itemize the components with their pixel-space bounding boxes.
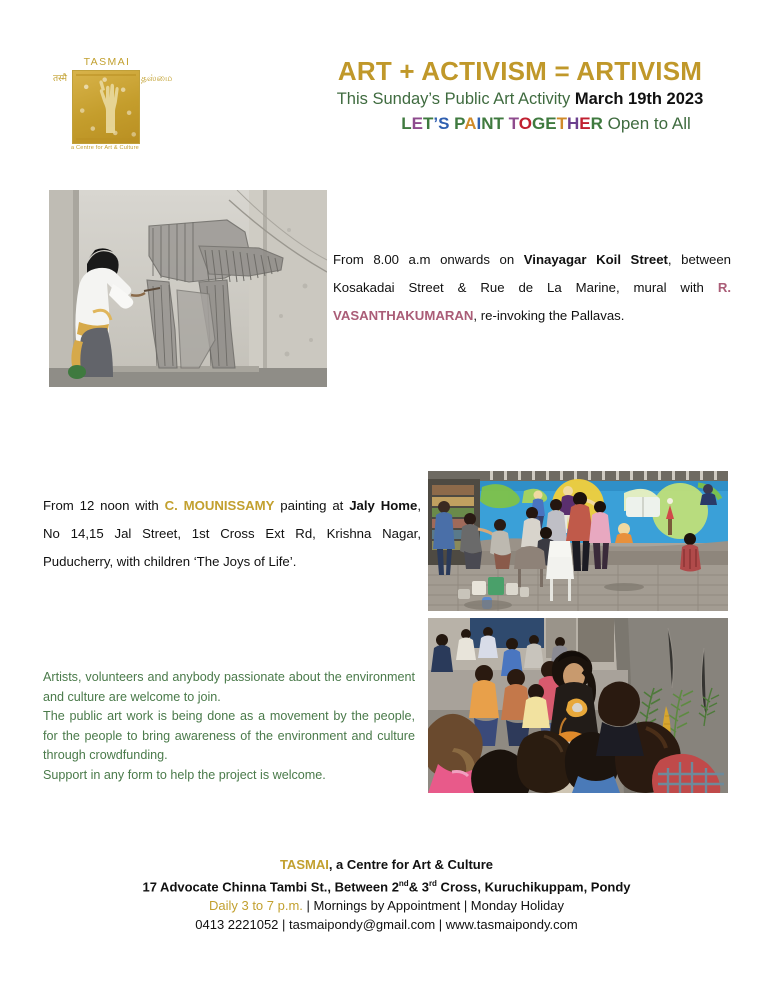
footer-contact-line: 0413 2221052 | tasmaipondy@gmail.com | www.tasmaipondy.com (195, 917, 578, 933)
morning-text-1: From 8.00 a.m onwards on (333, 252, 524, 267)
morning-artist-name: R. VASANTHAKUMARAN (333, 280, 731, 323)
morning-street: Vinayagar Koil Street (523, 252, 668, 267)
footer-address-a: 17 Advocate Chinna Tambi St., Between 2 (142, 879, 399, 895)
tagline-letter: I (476, 114, 482, 133)
noon-artist-name: C. MOUNISSAMY (164, 498, 275, 513)
tagline-letter: E (411, 114, 423, 133)
poster-header (0, 0, 773, 175)
volunteers-line-3: Support in any form to help the project is welcome. (43, 767, 326, 782)
tagline-letter: ’ (433, 114, 439, 133)
logo-square-emblem (72, 70, 140, 144)
tagline-letter: R (590, 114, 603, 133)
tagline-letter: N (481, 114, 494, 133)
logo-caption: a Centre for Art & Culture (70, 145, 139, 151)
logo-script-right: தஸ்மை (141, 73, 173, 83)
tagline-lets-paint-together (401, 114, 607, 133)
photo-jaly-home-mural (428, 471, 728, 611)
footer-org-tagline: , a Centre for Art & Culture (328, 857, 494, 872)
tagline-letter: O (518, 114, 532, 133)
tagline-letter: H (566, 114, 580, 133)
photo-mural-elephant (49, 190, 327, 387)
tagline-letter: S (438, 114, 450, 133)
tagline-letter: A (464, 114, 477, 133)
subtitle-date: March 19th 2023 (574, 90, 704, 108)
noon-text-2: painting at (274, 498, 350, 513)
morning-text-3: , re-invoking the Pallavas. (473, 308, 625, 323)
footer-address-c: Cross, Kuruchikuppam, Pondy (436, 879, 631, 895)
tagline-letter: T (422, 114, 434, 133)
header-text-block (300, 56, 740, 136)
paragraph-volunteers (43, 668, 415, 785)
footer-hours-line (0, 896, 773, 915)
poster-tagline-line (300, 112, 740, 136)
noon-text-1: From 12 noon with (43, 498, 165, 513)
logo-brand-text: TASMAI (83, 56, 131, 68)
footer-hours: Daily 3 to 7 p.m. (208, 898, 303, 914)
poster-footer (0, 855, 773, 934)
tagline-letter: T (556, 114, 567, 133)
tagline-letter: G (531, 114, 546, 133)
tagline-letter: L (401, 114, 412, 133)
noon-text-3: , No 14,15 Jal Street, 1st Cross Ext Rd, Krishna Nagar, Puducherry, with children ‘The Joys of Life’. (43, 498, 422, 569)
footer-org-name: TASMAI (279, 857, 329, 872)
volunteers-line-2: The public art work is being done as a movement by the people, for the people to bring awareness of the environment and culture through crowdfunding. (43, 709, 415, 762)
poster-title: ART + ACTIVISM = ARTIVISM (337, 56, 703, 86)
logo-script-left: तस्मै (52, 73, 67, 83)
footer-address-sup-2: rd (428, 879, 437, 888)
paragraph-morning-activity (333, 246, 731, 330)
photo-children-crowd (428, 618, 728, 793)
footer-address-sup-1: nd (398, 879, 409, 888)
paragraph-noon-activity (43, 492, 421, 576)
subtitle-green-text: This Sunday’s Public Art Activity (336, 90, 571, 108)
volunteers-line-1: Artists, volunteers and anybody passionate about the environment and culture are welcome to join. (43, 670, 415, 704)
hand-logo-icon (73, 71, 139, 143)
tagline-letter: E (579, 114, 591, 133)
tagline-letter: T (493, 114, 504, 133)
footer-address-b: & 3 (408, 879, 429, 895)
footer-org-line (0, 855, 773, 874)
footer-hours-rest: | Mornings by Appointment | Monday Holiday (302, 898, 565, 914)
morning-text-2: , between Kosakadai Street & Rue de La Marine, mural with (333, 252, 731, 295)
tagline-letter: T (508, 114, 519, 133)
tagline-letter: P (454, 114, 465, 133)
noon-venue: Jaly Home (349, 498, 418, 513)
poster-subtitle (300, 86, 740, 112)
tasmai-logo (46, 52, 173, 162)
footer-address-line (0, 874, 773, 896)
tagline-letter: E (545, 114, 557, 133)
tagline-open-to-all: Open to All (607, 114, 691, 133)
